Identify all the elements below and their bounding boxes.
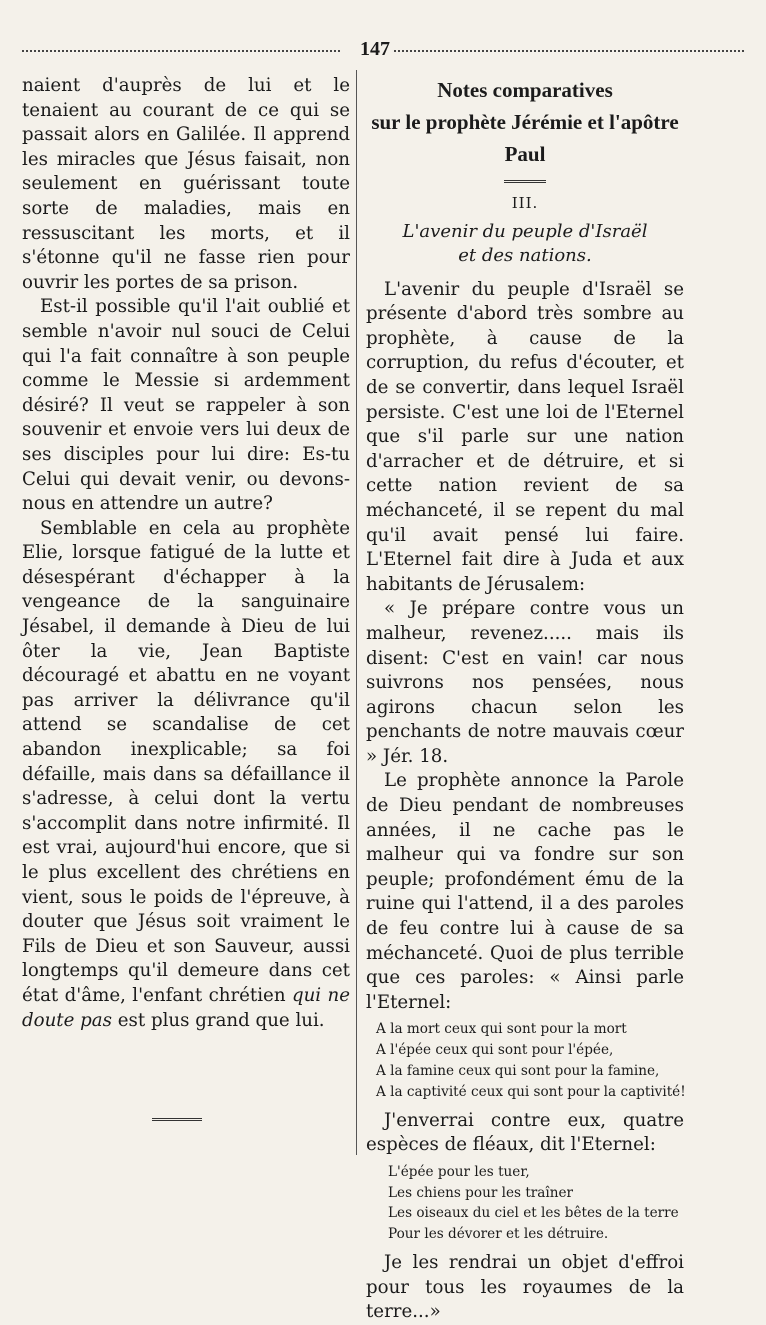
- paragraph: « Je prépare contre vous un malheur, revenez..... mais ils disent: C'est en vain! car nous suivrons nos pensées, nous agirons chacun selon les penchants de notre mauvais cœur » Jér. 18.: [366, 598, 684, 767]
- verse-line: Les oiseaux du ciel et les bêtes de la terre: [388, 1205, 679, 1222]
- paragraph: Le prophète annonce la Parole de Dieu pendant de nombreuses années, il ne cache pas le malheur qui va fondre sur son peuple; profondément ému de la ruine qui l'attend, il a des paroles de feu contre lui à cause de sa méchanceté. Quoi de plus terrible que ces paroles: « Ainsi parle l'Eternel:: [366, 770, 684, 1013]
- paragraph: Est-il possible qu'il l'ait oublié et semble n'avoir nul souci de Celui qui l'a fait connaître à son peuple comme le Messie si ardemment désiré? Il veut se rappeler à son souvenir et envoie vers lui deux de ses disciples pour lui dire: Es-tu Celui qui devait venir, ou devons-nous en attendre un autre?: [22, 296, 350, 515]
- italic-phrase: qui ne doute pas: [22, 984, 350, 1031]
- column-divider: [356, 70, 357, 1155]
- header-rule-right: [394, 50, 744, 52]
- title-line: sur le prophète Jérémie et l'apôtre Paul: [371, 110, 679, 166]
- right-column: [366, 74, 684, 1325]
- left-column: [22, 74, 350, 1033]
- verse-line: A la famine ceux qui sont pour la famine,: [376, 1063, 660, 1079]
- section-number: III.: [511, 194, 539, 212]
- paragraph: Je les rendrai un objet d'effroi pour tous les royaumes de la terre...»: [366, 1251, 684, 1323]
- paragraph: L'avenir du peuple d'Israël se présente d'abord très sombre au prophète, à cause de la corruption, du refus d'écouter, et de se convertir, dans lequel Israël persiste. C'est une loi de l'Eternel que s'il parle sur une nation d'arracher et de détruire, et si cette nation revient de sa méchanceté, il se repent du mal qu'il avait pensé lui faire. L'Eternel fait dire à Juda et aux habitants de Jérusalem:: [366, 278, 684, 595]
- paragraph-last: [22, 517, 350, 1033]
- page-header: [22, 38, 744, 64]
- article-title: [366, 74, 684, 170]
- verse-line: A la captivité ceux qui sont pour la captivité!: [376, 1083, 686, 1100]
- paragraph: naient d'auprès de lui et le tenaient au courant de ce qui se passait alors en Galilée. Il apprend les miracles que Jésus faisait, non seulement en guérissant toute sorte de maladies, mais en ressuscitant les morts, et il s'étonne qu'il ne fasse rien pour ouvrir les portes de sa prison.: [22, 75, 350, 293]
- paragraph-text: Semblable en cela au prophète Elie, lorsque fatigué de la lutte et désespérant d'échapper à la vengeance de la sanguinaire Jésabel, il demande à Dieu de lui ôter la vie, Jean Baptiste découragé et abattu en ne voyant pas arriver la délivrance qu'il attend se scandalise de cet abandon inexplicable; sa foi défaille, mais dans sa défaillance il s'adresse, à celui dont la vertu s'accomplit dans notre infirmité. Il est vrai, aujourd'hui encore, que si le plus excellent des chrétiens en vient, sous le poids de l'épreuve, à douter que Jésus soit vraiment le Fils de Dieu et son Sauveur, aussi longtemps qu'il demeure dans cet état d'âme, l'enfant chrétien: [22, 517, 350, 1006]
- verse-line: L'épée pour les tuer,: [388, 1163, 530, 1180]
- title-rule: [504, 180, 546, 183]
- paragraph-tail: est plus grand que lui.: [111, 1009, 325, 1031]
- header-rule-left: [22, 50, 340, 52]
- verse-block-2: [388, 1162, 684, 1245]
- verse-line: A la mort ceux qui sont pour la mort: [376, 1021, 627, 1038]
- verse-line: Les chiens pour les traîner: [388, 1184, 574, 1201]
- subtitle-line: L'avenir du peuple d'Israël: [402, 220, 648, 242]
- verse-block-1: [376, 1019, 684, 1102]
- section-subtitle: [366, 220, 684, 268]
- title-line: Notes comparatives: [437, 78, 613, 102]
- verse-line: Pour les dévorer et les détruire.: [388, 1226, 609, 1243]
- paragraph: J'enverrai contre eux, quatre espèces de fléaux, dit l'Eternel:: [366, 1109, 684, 1156]
- subtitle-line: et des nations.: [458, 244, 592, 266]
- end-ornament-rule: [152, 1118, 202, 1121]
- page-number: 147: [360, 38, 390, 60]
- verse-line: A l'épée ceux qui sont pour l'épée,: [376, 1042, 614, 1059]
